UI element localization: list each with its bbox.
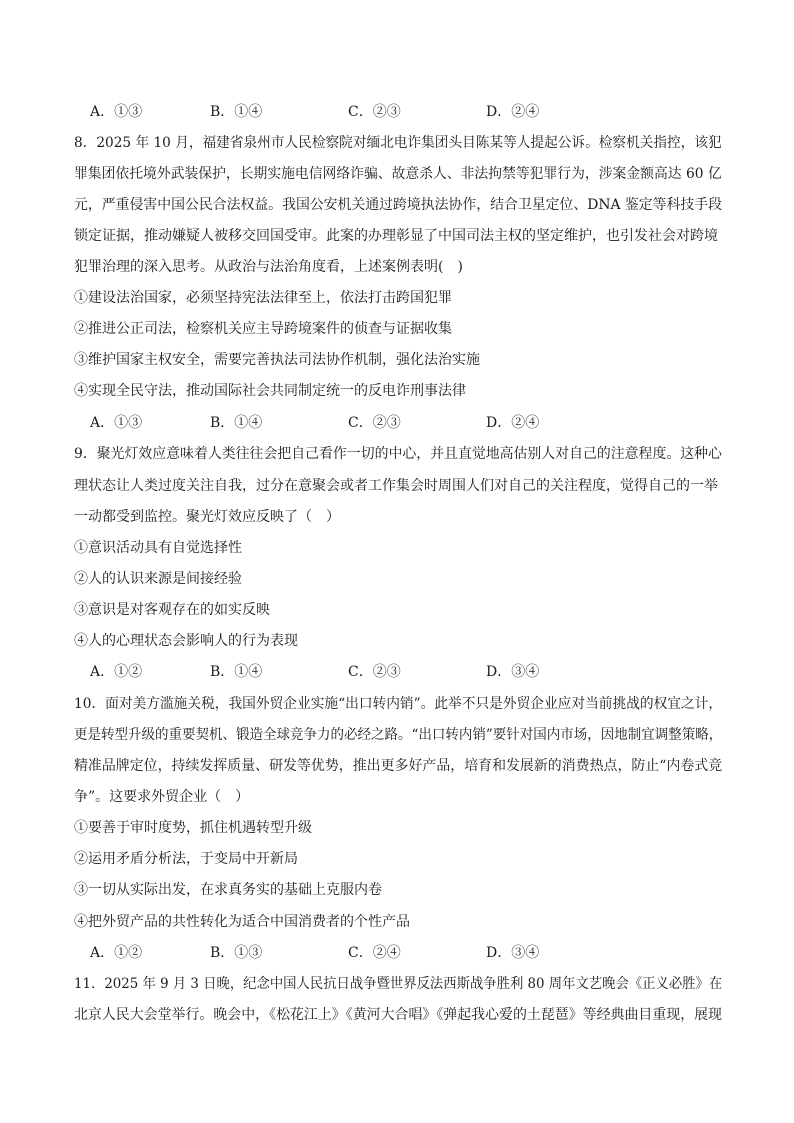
q8-stem-line: 锁定证据，推动嫌疑人被移交回国受审。此案的办理彰显了中国司法主权的坚定维护，也引发社会对跨境 (74, 228, 718, 244)
option-d: D．③④ (486, 664, 540, 680)
q10-statement: ③一切从实际出发，在求真务实的基础上克服内卷 (74, 882, 382, 898)
q8-statement: ②推进公正司法，检察机关应主导跨境案件的侦查与证据收集 (74, 321, 452, 337)
q8-statement: ④实现全民守法，推动国际社会共同制定统一的反电诈刑事法律 (74, 383, 466, 399)
q10-statement: ②运用矛盾分析法，于变局中开新局 (74, 851, 298, 867)
q8-stem-line: 8．2025 年 10 月，福建省泉州市人民检察院对缅北电诈集团头目陈某等人提起公诉。检察机关指控，该犯 (74, 135, 722, 151)
option-b: B．①④ (210, 664, 263, 680)
q8-statement: ③维护国家主权安全，需要完善执法司法协作机制，强化法治实施 (74, 352, 480, 368)
q10-statement: ①要善于审时度势，抓住机遇转型升级 (74, 820, 312, 836)
q10-stem-line: 更是转型升级的重要契机、锻造全球竞争力的必经之路。“出口转内销”要针对国内市场，因地制宜调整策略， (74, 727, 723, 743)
option-a: A．①② (90, 945, 143, 961)
q9-options (90, 662, 710, 682)
option-b: B．①③ (210, 945, 263, 961)
q11-stem-line: 北京人民大会堂举行。晚会中，《松花江上》《黄河大合唱》《弹起我心爱的土琵琶》等经典曲目重现，展现 (74, 1007, 722, 1023)
option-b: B．①④ (210, 415, 263, 431)
option-a: A．①③ (90, 415, 143, 431)
option-a: A．①③ (90, 104, 143, 120)
q10-stem-line: 精准品牌定位，持续发挥质量、研发等优势，推出更多好产品，培育和发展新的消费热点，防止“内卷式竞 (74, 758, 723, 774)
q10-stem-line: 争”。这要求外贸企业（ ） (74, 789, 250, 805)
option-d: D．③④ (486, 945, 540, 961)
q9-stem-line: 一动都受到监控。聚光灯效应反映了（ ） (74, 509, 340, 525)
q8-stem-line: 元，严重侵害中国公民合法权益。我国公安机关通过跨境执法协作，结合卫星定位、DNA 鉴定等科技手段 (74, 197, 723, 213)
option-d: D．②④ (486, 415, 540, 431)
q9-stem-line: 理状态让人类过度关注自我，过分在意聚会或者工作集会时周围人们对自己的关注程度，觉得自己的一举 (74, 478, 718, 494)
option-d: D．②④ (486, 104, 540, 120)
q9-statement: ①意识活动具有自觉选择性 (74, 540, 242, 556)
q11-stem-line: 11．2025 年 9 月 3 日晚，纪念中国人民抗日战争暨世界反法西斯战争胜利 80 周年文艺晚会《正义必胜》在 (74, 976, 723, 992)
q8-statement: ①建设法治国家，必须坚持宪法法律至上，依法打击跨国犯罪 (74, 290, 452, 306)
option-c: C．②④ (348, 945, 401, 961)
option-c: C．②③ (348, 664, 401, 680)
q8-stem-line: 犯罪治理的深入思考。从政治与法治角度看，上述案例表明( ) (74, 259, 463, 275)
option-c: C．②③ (348, 104, 401, 120)
q9-statement: ④人的心理状态会影响人的行为表现 (74, 633, 298, 649)
q9-statement: ②人的认识来源是间接经验 (74, 571, 242, 587)
q9-stem-line: 9．聚光灯效应意味着人类往往会把自己看作一切的中心，并且直觉地高估别人对自己的注意程度。这种心 (74, 446, 722, 462)
q10-stem-line: 10．面对美方滥施关税，我国外贸企业实施“出口转内销”。此举不只是外贸企业应对当前挑战的权宜之计， (74, 696, 723, 712)
q10-statement: ④把外贸产品的共性转化为适合中国消费者的个性产品 (74, 914, 410, 930)
q7-options (90, 102, 710, 122)
option-c: C．②③ (348, 415, 401, 431)
q9-statement: ③意识是对客观存在的如实反映 (74, 602, 270, 618)
option-a: A．①② (90, 664, 143, 680)
q8-options (90, 413, 710, 433)
q10-options (90, 943, 710, 963)
q8-stem-line: 罪集团依托境外武装保护，长期实施电信网络诈骗、故意杀人、非法拘禁等犯罪行为，涉案金额高达 60 亿 (74, 166, 722, 182)
option-b: B．①④ (210, 104, 263, 120)
